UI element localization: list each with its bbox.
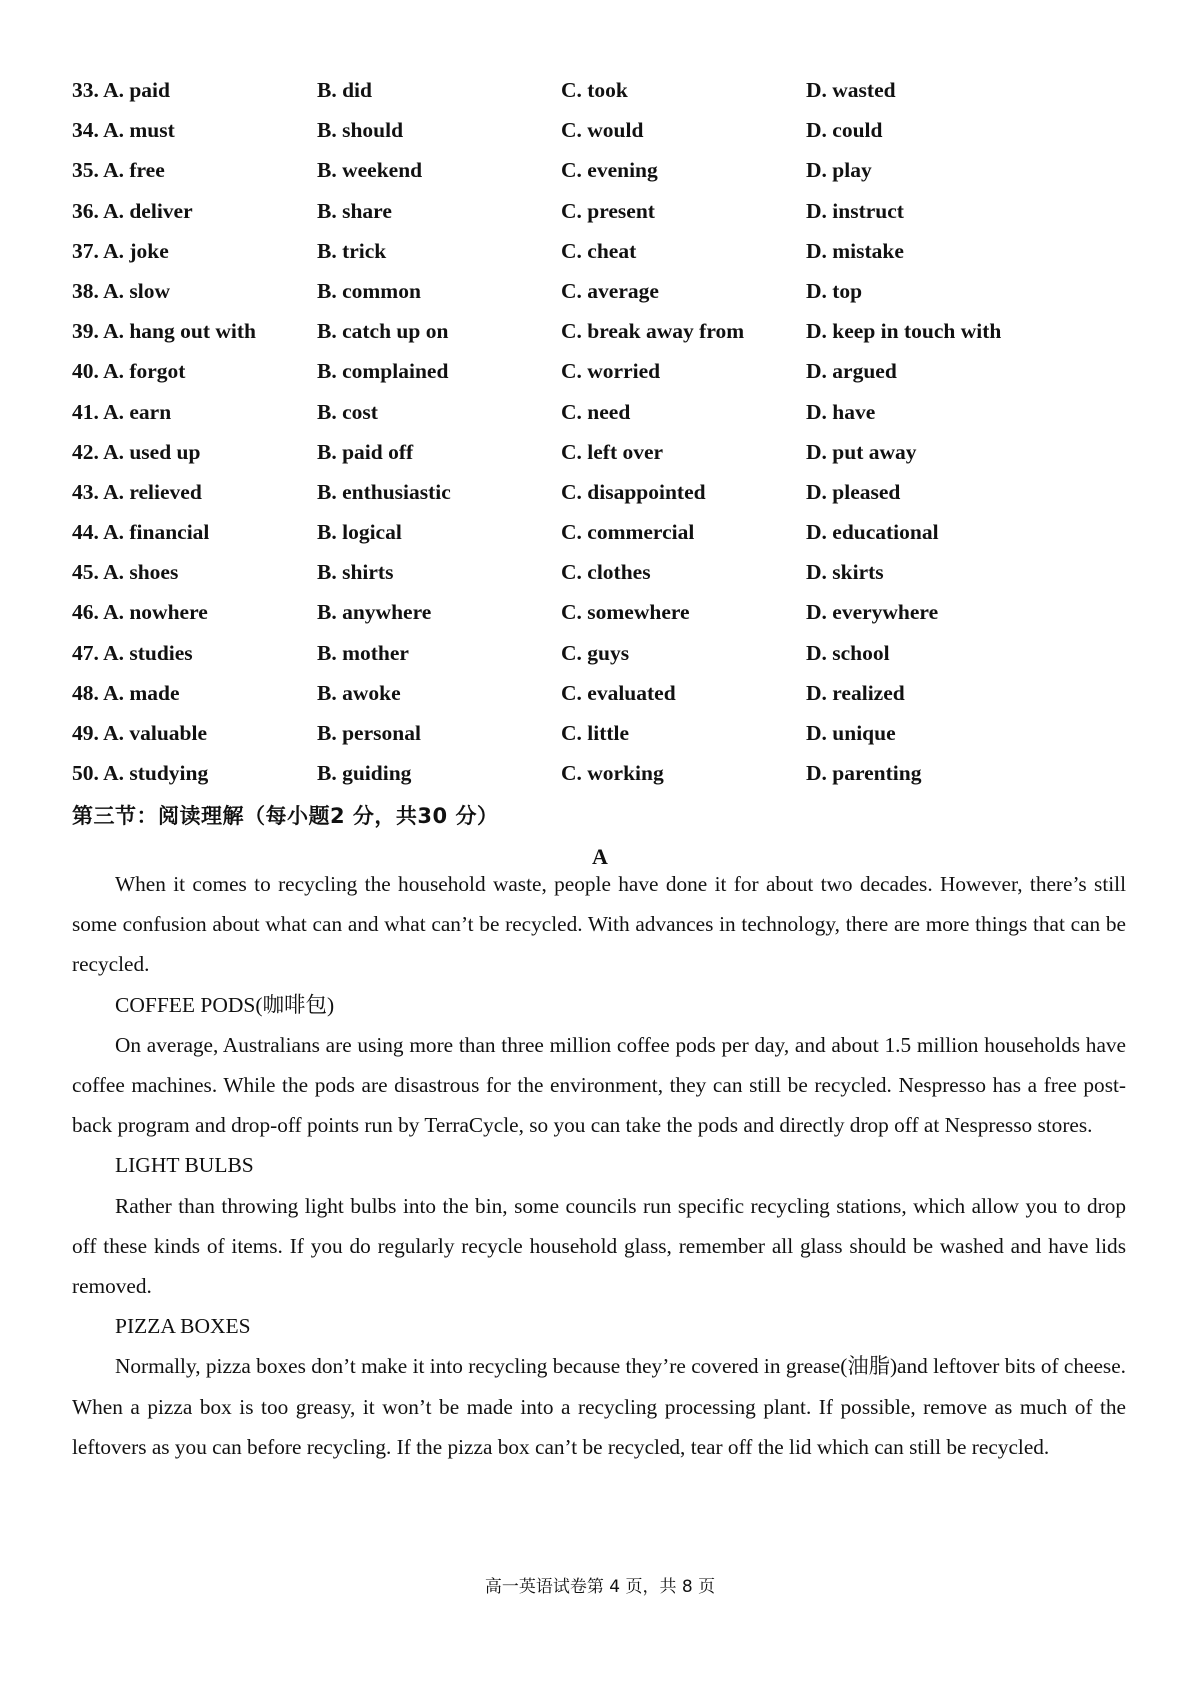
option-c: C. would: [561, 118, 644, 143]
option-b: B. paid off: [317, 439, 414, 464]
option-a: [72, 721, 207, 746]
option-a: [72, 761, 208, 786]
passage-intro: When it comes to recycling the household waste, people have done it for about two decades. However, there’s still some confusion about what can and what can’t be recycled. With advances in technology, there are more things that can be recycled.: [72, 872, 1126, 977]
option-d: D. could: [806, 118, 883, 143]
option-b: B. weekend: [317, 158, 423, 183]
question-number: 41.: [72, 399, 99, 424]
option-b: B. enthusiastic: [317, 479, 451, 504]
option-d: D. parenting: [806, 761, 922, 786]
option-d: D. unique: [806, 721, 896, 745]
option-a-text: A. nowhere: [103, 600, 208, 625]
option-a-text: A. forgot: [103, 359, 186, 384]
option-b: B. guiding: [317, 761, 412, 786]
option-c: C. left over: [561, 439, 664, 464]
option-c: C. somewhere: [561, 600, 690, 625]
option-b: B. did: [317, 78, 372, 102]
passage-body: [72, 864, 1126, 1467]
question-number: 38.: [72, 278, 99, 303]
option-a: [72, 199, 193, 224]
option-a-text: A. must: [103, 118, 175, 143]
question-number: 40.: [72, 359, 99, 384]
option-a: [72, 319, 256, 344]
pizza-boxes-paragraph: Normally, pizza boxes don’t make it into recycling because they’re covered in grease(油脂)and leftover bits of cheese. When a pizza box is too greasy, it won’t be made into a recycling processing plant. If possible, remove as much of the leftovers as you can before recycling. If the pizza box can’t be recycled, tear off the lid which can still be recycled.: [72, 1354, 1126, 1459]
option-b: B. common: [317, 278, 421, 303]
option-a-text: A. valuable: [103, 721, 208, 745]
option-c: C. break away from: [561, 319, 745, 344]
option-a-text: A. deliver: [103, 198, 193, 223]
option-d: D. everywhere: [806, 600, 939, 625]
option-c: C. disappointed: [561, 479, 706, 504]
option-a-text: A. financial: [103, 520, 210, 545]
option-a-text: A. paid: [103, 78, 170, 102]
option-a-text: A. shoes: [103, 560, 179, 585]
option-c: C. average: [561, 278, 659, 303]
question-number: 37.: [72, 238, 99, 263]
option-b: B. should: [317, 118, 404, 143]
option-d: D. educational: [806, 520, 939, 545]
option-a-text: A. free: [103, 158, 165, 183]
option-b: B. personal: [317, 721, 421, 745]
section-title: 第三节：阅读理解（每小题2 分，共30 分）: [72, 804, 499, 828]
option-d: D. put away: [806, 439, 917, 464]
option-c: C. cheat: [561, 238, 637, 263]
option-a: [72, 78, 170, 103]
option-a: [72, 520, 209, 545]
passage-letter: A: [592, 844, 608, 869]
option-d: D. play: [806, 158, 872, 183]
option-d: D. realized: [806, 680, 905, 705]
option-a: [72, 239, 169, 264]
question-number: 39.: [72, 319, 99, 344]
question-number: 44.: [72, 520, 99, 545]
option-a-text: A. made: [103, 680, 180, 705]
option-c: C. little: [561, 721, 630, 745]
option-d: D. argued: [806, 359, 897, 384]
question-number: 46.: [72, 600, 99, 625]
question-number: 36.: [72, 198, 99, 223]
option-a-text: A. studies: [103, 640, 193, 665]
option-a-text: A. earn: [103, 399, 172, 424]
option-b: B. complained: [317, 359, 449, 384]
option-c: C. present: [561, 198, 655, 223]
option-b: B. shirts: [317, 560, 394, 585]
option-d: D. instruct: [806, 198, 904, 223]
option-b: B. cost: [317, 399, 378, 424]
option-a: [72, 400, 171, 425]
option-a-text: A. hang out with: [103, 319, 257, 344]
option-a-text: A. studying: [103, 761, 209, 786]
option-d: D. wasted: [806, 78, 896, 102]
option-a: [72, 279, 170, 304]
coffee-pods-heading: COFFEE PODS(咖啡包): [115, 992, 335, 1017]
option-d: D. mistake: [806, 238, 904, 263]
option-b: B. mother: [317, 640, 409, 665]
light-bulbs-heading: LIGHT BULBS: [115, 1153, 254, 1178]
option-c: C. evening: [561, 158, 658, 183]
question-number: 43.: [72, 479, 99, 504]
option-d: D. school: [806, 640, 890, 665]
option-a: [72, 480, 202, 505]
option-c: C. took: [561, 78, 628, 102]
option-a: [72, 158, 165, 183]
page-footer: 高一英语试卷第 4 页，共 8 页: [484, 1577, 716, 1597]
question-number: 48.: [72, 680, 99, 705]
option-c: C. need: [561, 399, 631, 424]
option-c: C. clothes: [561, 560, 651, 585]
option-b: B. share: [317, 198, 392, 223]
question-number: 42.: [72, 439, 99, 464]
question-number: 47.: [72, 640, 99, 665]
question-number: 45.: [72, 560, 99, 585]
option-b: B. trick: [317, 238, 387, 263]
option-c: C. commercial: [561, 520, 695, 545]
question-number: 33.: [72, 78, 99, 102]
question-number: 34.: [72, 118, 99, 143]
option-d: D. pleased: [806, 479, 901, 504]
option-a: [72, 359, 185, 384]
coffee-pods-paragraph: On average, Australians are using more than three million coffee pods per day, and about 1.5 million households have coffee machines. While the pods are disastrous for the environment, they can still be recycled. Nespresso has a free post-back program and drop-off points run by TerraCycle, so you can take the pods and directly drop off at Nespresso stores.: [72, 1032, 1126, 1138]
option-d: D. skirts: [806, 560, 884, 585]
option-c: C. guys: [561, 640, 630, 665]
option-a: [72, 118, 175, 143]
option-a-text: A. slow: [103, 278, 170, 303]
option-c: C. working: [561, 761, 664, 786]
option-a: [72, 600, 208, 625]
light-bulbs-paragraph: Rather than throwing light bulbs into the bin, some councils run specific recycling stations, which allow you to drop off these kinds of items. If you do regularly recycle household glass, remember all glass should be washed and have lids removed.: [72, 1193, 1126, 1299]
option-b: B. anywhere: [317, 600, 432, 625]
option-a-text: A. joke: [103, 238, 169, 263]
option-d: D. have: [806, 399, 876, 424]
question-number: 50.: [72, 761, 99, 786]
pizza-boxes-heading: PIZZA BOXES: [115, 1314, 251, 1339]
question-number: 49.: [72, 721, 99, 745]
option-d: D. top: [806, 278, 863, 303]
option-a-text: A. used up: [103, 439, 201, 464]
option-c: C. worried: [561, 359, 661, 384]
option-b: B. awoke: [317, 680, 401, 705]
option-d: D. keep in touch with: [806, 319, 1002, 344]
option-a: [72, 641, 193, 666]
option-a: [72, 681, 180, 706]
question-number: 35.: [72, 158, 99, 183]
option-a-text: A. relieved: [103, 479, 202, 504]
option-b: B. logical: [317, 520, 402, 545]
option-c: C. evaluated: [561, 680, 676, 705]
option-a: [72, 560, 178, 585]
option-b: B. catch up on: [317, 319, 449, 344]
option-a: [72, 440, 200, 465]
